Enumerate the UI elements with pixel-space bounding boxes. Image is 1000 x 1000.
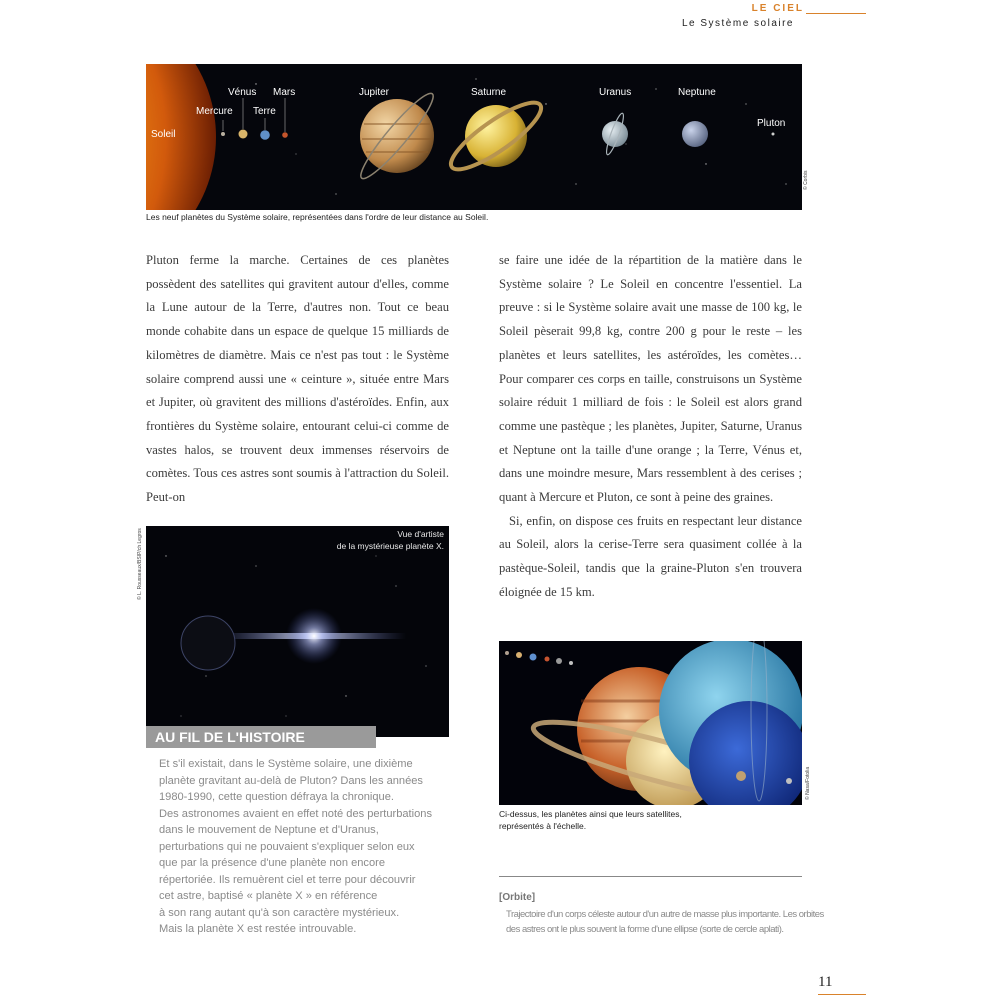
label-venus: Vénus [228,87,257,98]
mars-shape [282,132,288,138]
history-box-title: AU FIL DE L'HISTOIRE [146,726,376,748]
venus-shape [239,130,248,139]
label-jupiter: Jupiter [359,87,390,98]
planet-x-credit: © L. Rousseaux/BSIP/ch Legros [137,528,143,600]
banner-caption: Les neuf planètes du Système solaire, représentées dans l'ordre de leur distance au Soleil. [146,212,489,222]
label-soleil: Soleil [151,129,176,140]
header-rule [806,13,866,14]
banner-credit: © Corbis [803,170,809,190]
planet-x-illustration [146,526,449,737]
jupiter-shape [360,99,434,173]
text-column-right [499,249,802,605]
paragraph: se faire une idée de la répartition de la matière dans le Système solaire ? Le Soleil en concentre l'essentiel. La preuve : si le Système solaire avait une masse de 100 kg, le Soleil pèserait 99,8 kg, contre 200 g pour le reste – les planètes et leurs satellites, les astéroïdes, les comètes… Pour comparer ces corps en taille, construisons un Système solaire réduit 1 milliard de fois : le Soleil est alors grand comme une pastèque ; les planètes, Jupiter, Saturne, Uranus et Neptune ont la taille d'une orange ; la Terre, Vénus et, dans une moindre mesure, Mars ressemblent à des cerises ; quant à Mercure et Pluton, ce sont à peine des graines. [499,253,802,505]
mercury-shape [221,132,225,136]
solar-system-banner [146,64,802,210]
label-mars: Mars [273,87,296,98]
solar-system-illustration [146,64,802,210]
history-box-text: Et s'il existait, dans le Système solaire, une dixième planète gravitant au-delà de Pluton? Dans les années 1980-1990, cette question défraya la chronique. Des astronomes avaient en effet noté des perturbations dans le mouvement de Neptune et d'Uranus, perturbations qui ne pouvaient s'expliquer selon eux que par la présence d'une planète non encore répertoriée. Ils remuèrent ciel et terre pour découvrir cet astre, baptisé « planète X » en référence à son rang autant qu'à son caractère mystérieux. Mais la planète X est restée introuvable. [159,758,432,935]
glossary-term: [Orbite] [499,892,536,903]
label-terre: Terre [253,106,276,117]
label-pluton: Pluton [757,118,786,129]
page-number-rule [818,994,866,995]
label-saturne: Saturne [471,87,507,98]
planets-scale-image [499,641,802,805]
label-neptune: Neptune [678,87,716,98]
scale-image-caption: Ci-dessus, les planètes ainsi que leurs satellites, représentés à l'échelle. [499,809,682,831]
section-title: LE CIEL [751,3,804,14]
text-column-left [146,249,449,510]
glossary-rule [499,876,802,877]
planet-x-image [146,526,449,737]
pluto-shape [772,133,775,136]
scale-image-credit: © Nasa/Fotolia [805,766,811,800]
neptune-shape [682,121,708,147]
paragraph: Pluton ferme la marche. Certaines de ces planètes possèdent des satellites qui gravitent autour d'elles, comme la Lune autour de la Terre, d'autres non. Tout ce beau monde cohabite dans un espace de quelque 15 milliards de kilomètres de diamètre. Mais ce n'est pas tout : le Système solaire comprend aussi une « ceinture », située entre Mars et Jupiter, où gravitent des millions d'astéroïdes. Enfin, aux frontières du Système solaire, entourant celui-ci comme de vastes halos, se trouvent deux immenses réservoirs de comètes. Tous ces astres sont soumis à l'attraction du Soleil. Peut-on [146,253,449,505]
earth-shape [260,130,270,140]
label-uranus: Uranus [599,87,632,98]
page-number: 11 [818,974,833,990]
planet-x-caption: Vue d'artiste de la mystérieuse planète X. [336,529,444,551]
glossary-definition: Trajectoire d'un corps céleste autour d'un autre de masse plus importante. Les orbites des astres ont le plus souvent la forme d'une ellipse (sorte de cercle aplati). [506,909,824,935]
planets-scale-illustration [499,641,802,805]
chapter-subtitle: Le Système solaire [681,18,794,29]
paragraph: Si, enfin, on dispose ces fruits en respectant leur distance au Soleil, alors la cerise-Terre sera quasiment collée à la pastèque-Soleil, tandis que la graine-Pluton s'en trouvera éloignée de 15 km. [499,513,802,599]
label-mercure: Mercure [196,106,233,117]
